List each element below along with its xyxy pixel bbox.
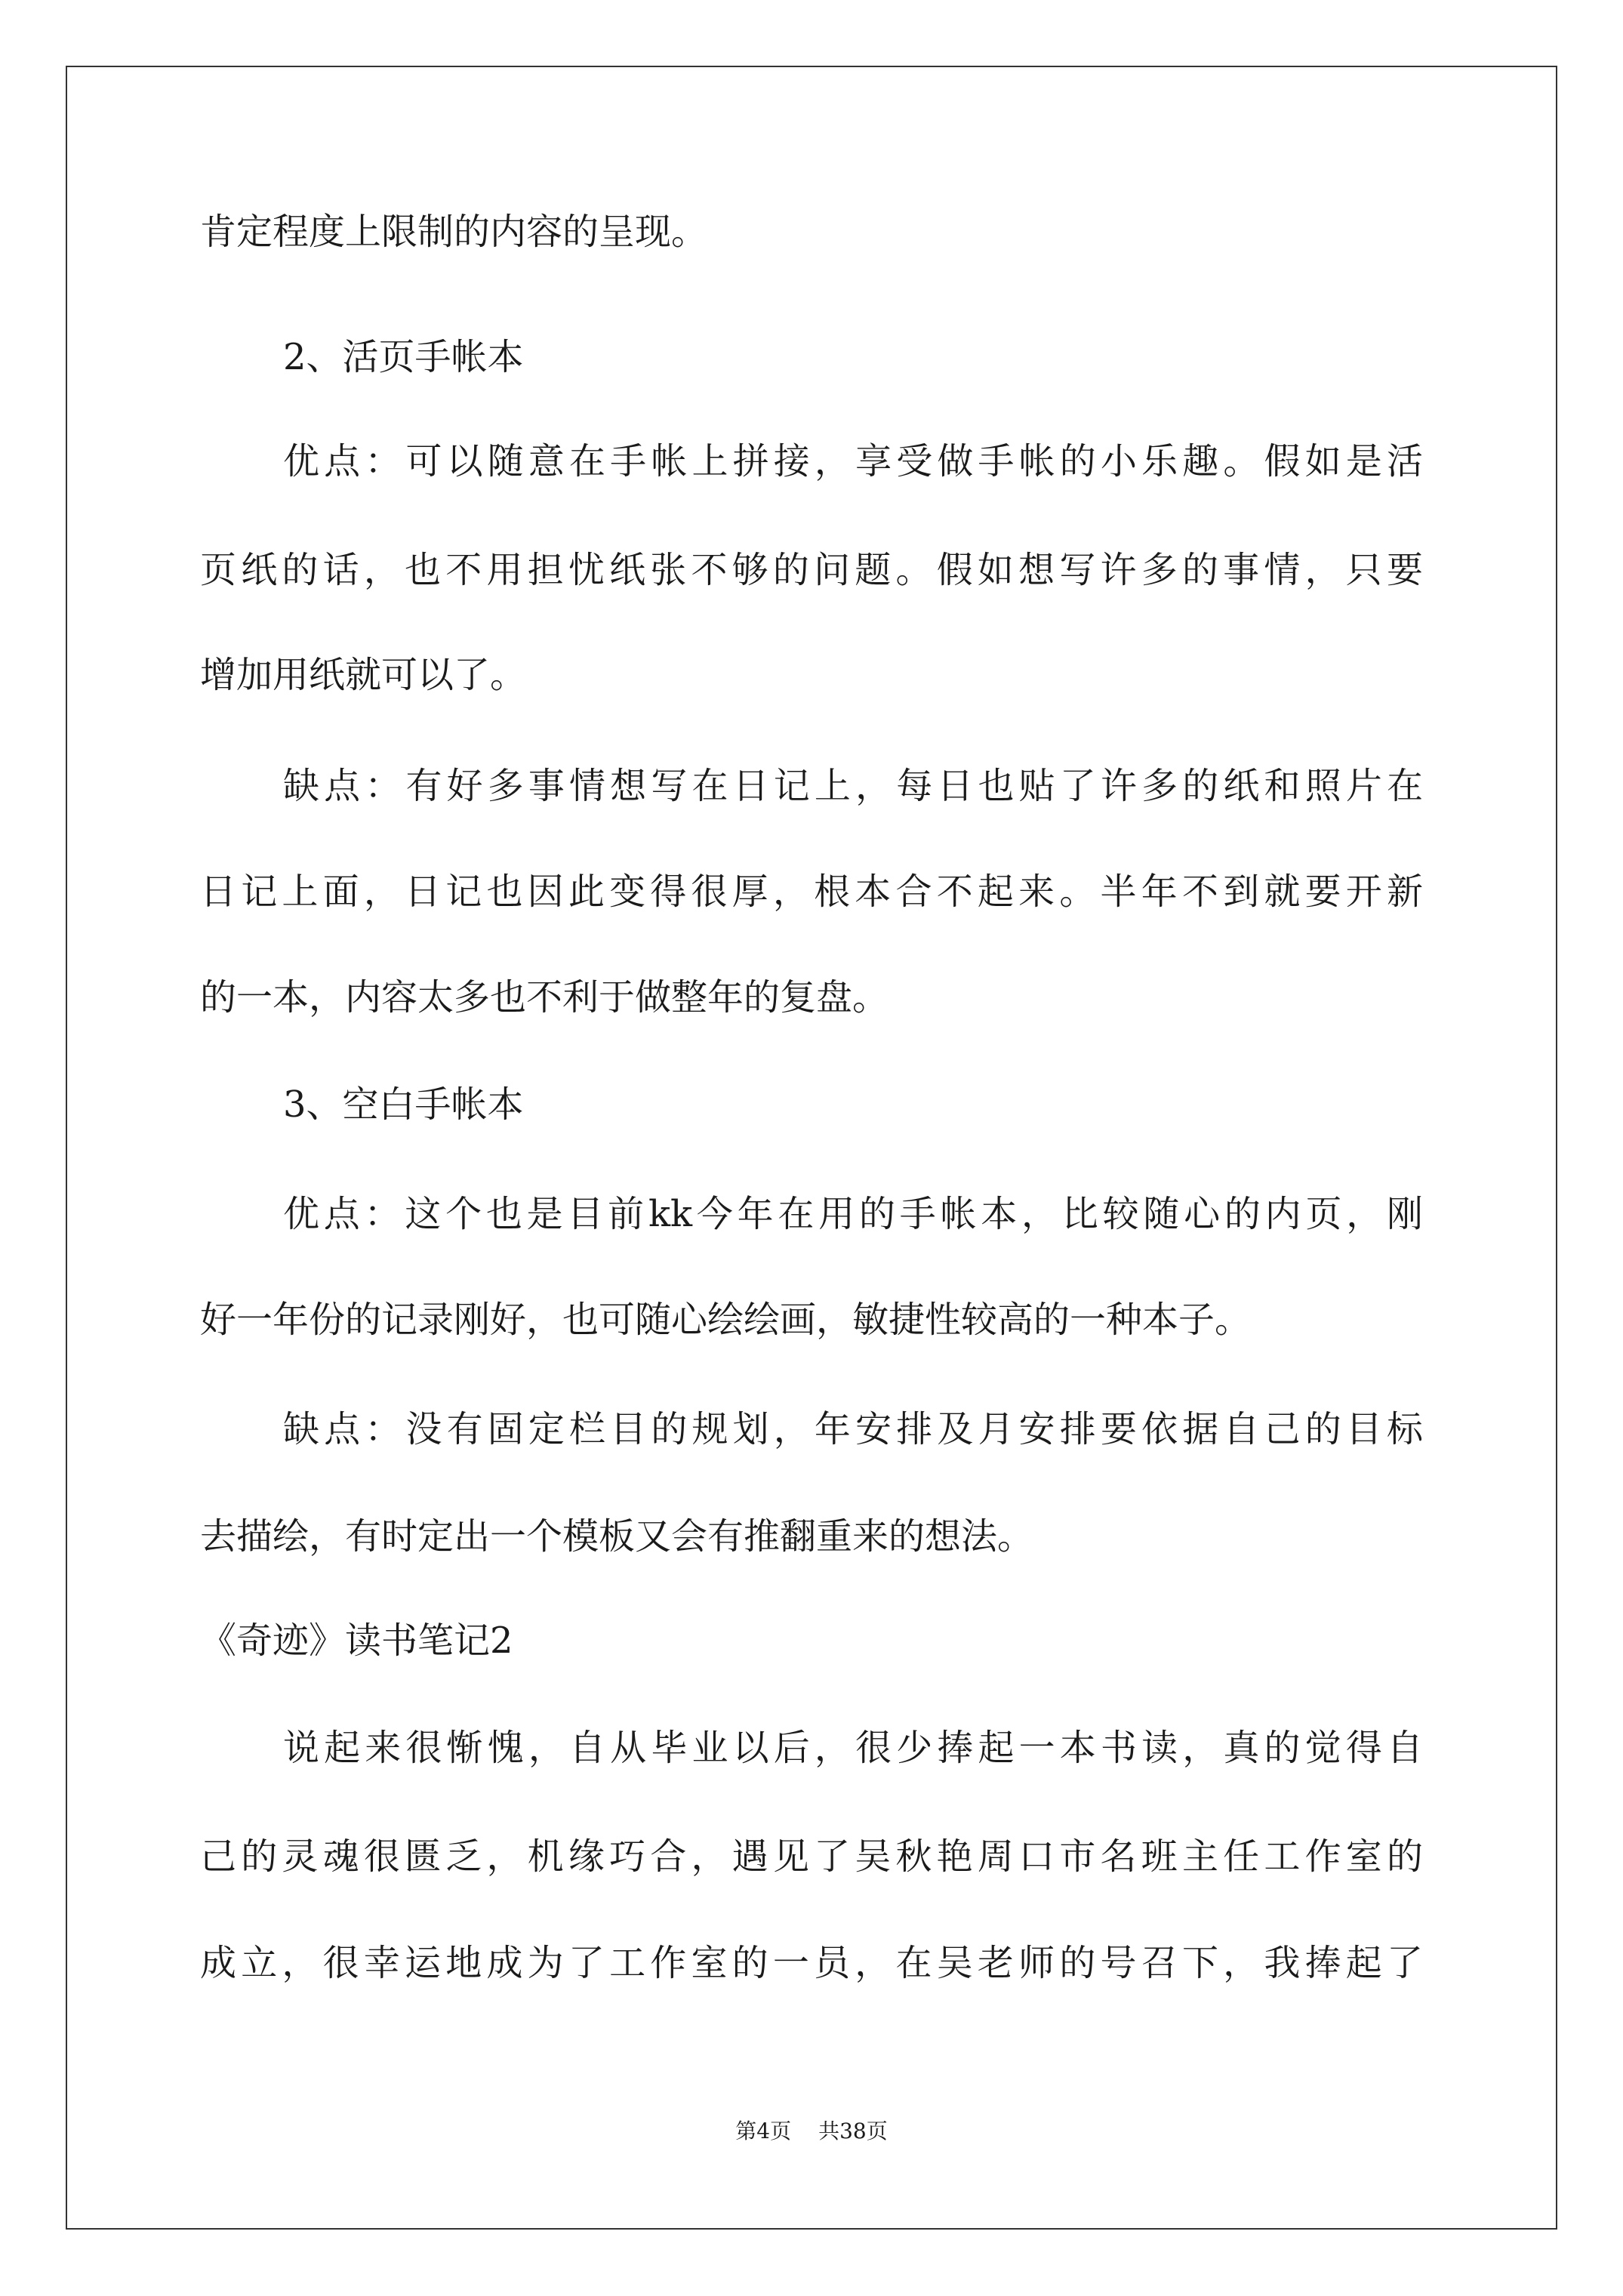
paragraph-line: 页纸的话，也不用担忧纸张不够的问题。假如想写许多的事情，只要: [200, 549, 1423, 591]
paragraph-line: 优点：可以随意在手帐上拼接，享受做手帐的小乐趣。假如是活: [283, 440, 1423, 482]
paragraph-line: 增加用纸就可以了。: [200, 654, 527, 696]
paragraph-line: 缺点：没有固定栏目的规划，年安排及月安排要依据自己的目标: [283, 1408, 1423, 1450]
paragraph-line: 日记上面，日记也因此变得很厚，根本合不起来。半年不到就要开新: [200, 871, 1423, 913]
article-title: 《奇迹》读书笔记2: [200, 1620, 513, 1662]
paragraph-line: 的一本，内容太多也不利于做整年的复盘。: [200, 976, 889, 1019]
paragraph-line: 好一年份的记录刚好，也可随心绘绘画，敏捷性较高的一种本子。: [200, 1299, 1252, 1341]
paragraph-line: 缺点：有好多事情想写在日记上，每日也贴了许多的纸和照片在: [283, 765, 1423, 807]
text-line-continuation: 肯定程度上限制的内容的呈现。: [200, 211, 708, 253]
paragraph-line: 己的灵魂很匮乏，机缘巧合，遇见了吴秋艳周口市名班主任工作室的: [200, 1835, 1423, 1878]
page-border: [66, 66, 1557, 2230]
paragraph-line: 说起来很惭愧，自从毕业以后，很少捧起一本书读，真的觉得自: [283, 1727, 1423, 1769]
page-number: 第4页: [735, 2119, 792, 2143]
page-footer: [0, 2118, 1623, 2145]
section-heading-2: 2、活页手帐本: [283, 336, 524, 378]
paragraph-line: 成立，很幸运地成为了工作室的一员，在吴老师的号召下，我捧起了: [200, 1942, 1423, 1984]
paragraph-line: 去描绘，有时定出一个模板又会有推翻重来的想法。: [200, 1515, 1034, 1558]
section-heading-3: 3、空白手帐本: [283, 1083, 524, 1126]
paragraph-line: 优点：这个也是目前kk今年在用的手帐本，比较随心的内页，刚: [283, 1193, 1423, 1235]
page-total: 共38页: [818, 2119, 888, 2143]
